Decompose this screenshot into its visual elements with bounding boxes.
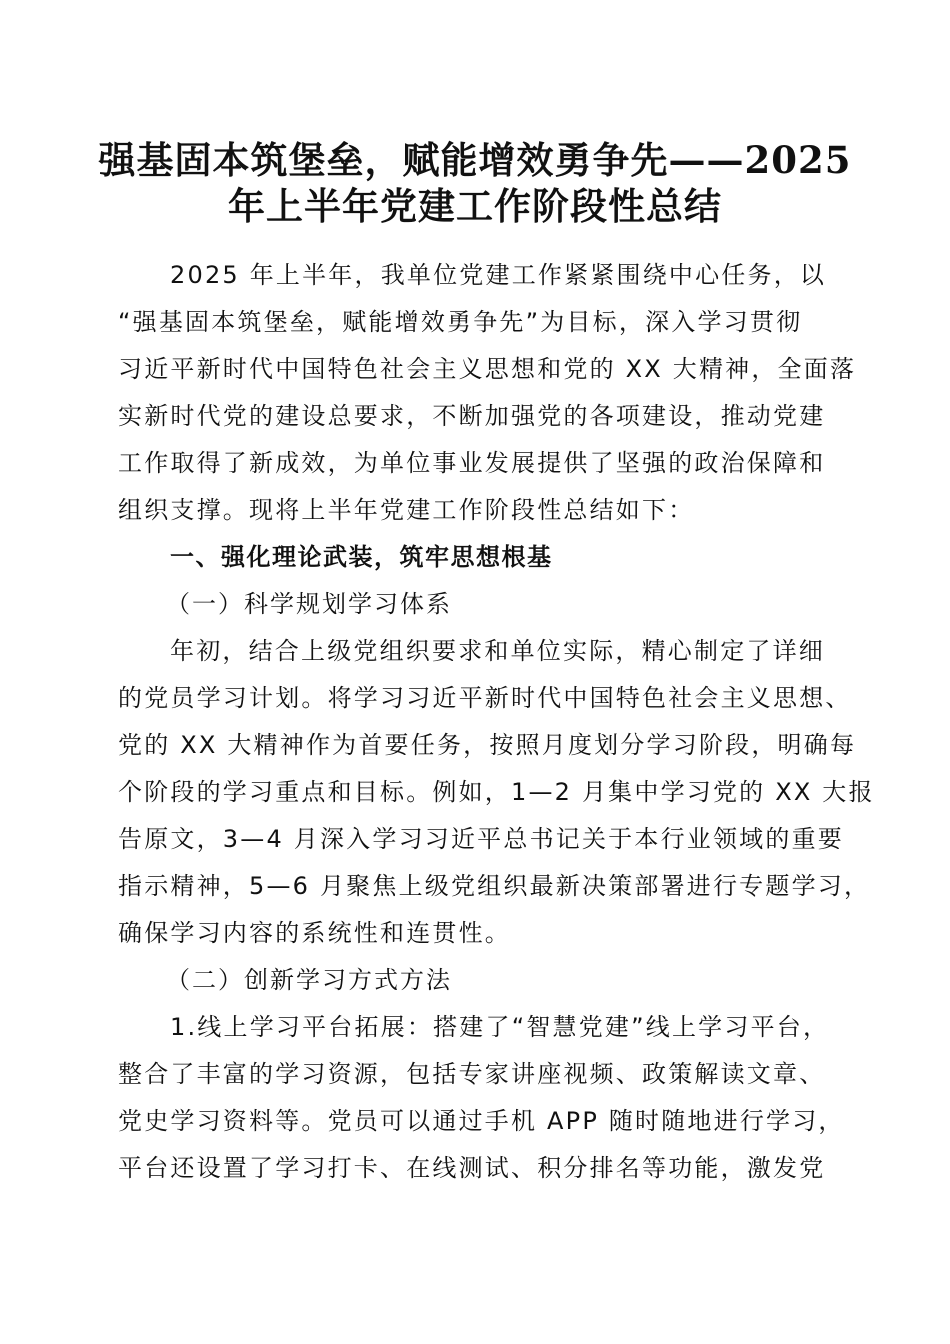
paragraph-line: 组织支撑。现将上半年党建工作阶段性总结如下： [118,496,695,524]
subsection-heading: （二）创新学习方式方法 [166,966,452,994]
subsection-heading: （一）科学规划学习体系 [166,590,452,618]
paragraph-line: 实新时代党的建设总要求，不断加强党的各项建设，推动党建 [118,402,826,430]
paragraph-line: 平台还设置了学习打卡、在线测试、积分排名等功能，激发党 [118,1154,826,1182]
paragraph-line: 党史学习资料等。党员可以通过手机 APP 随时随地进行学习， [118,1107,845,1135]
paragraph-line: 党的 XX 大精神作为首要任务，按照月度划分学习阶段，明确每 [118,731,857,759]
document-body [118,252,875,1192]
paragraph-line: 工作取得了新成效，为单位事业发展提供了坚强的政治保障和 [118,449,826,477]
paragraph-line: 确保学习内容的系统性和连贯性。 [118,919,511,947]
document-title-line-1: 强基固本筑堡垒，赋能增效勇争先——2025 [98,138,852,182]
paragraph-first-line: 1.线上学习平台拓展：搭建了“智慧党建”线上学习平台， [170,1013,830,1041]
paragraph-line: 告原文，3—4 月深入学习习近平总书记关于本行业领域的重要 [118,825,844,853]
paragraph-line: 指示精神，5—6 月聚焦上级党组织最新决策部署进行专题学习， [118,872,871,900]
paragraph-line: 整合了丰富的学习资源，包括专家讲座视频、政策解读文章、 [118,1060,826,1088]
paragraph-line: “强基固本筑堡垒，赋能增效勇争先”为目标，深入学习贯彻 [118,308,803,336]
paragraph-line: 习近平新时代中国特色社会主义思想和党的 XX 大精神，全面落 [118,355,857,383]
paragraph-line: 个阶段的学习重点和目标。例如，1—2 月集中学习党的 XX 大报 [118,778,875,806]
section-heading: 一、强化理论武装，筑牢思想根基 [170,543,553,571]
paragraph-first-line: 年初，结合上级党组织要求和单位实际，精心制定了详细 [170,637,825,665]
document-title-line-2: 年上半年党建工作阶段性总结 [228,184,722,228]
paragraph-line: 的党员学习计划。将学习习近平新时代中国特色社会主义思想、 [118,684,852,712]
paragraph-first-line: 2025 年上半年，我单位党建工作紧紧围绕中心任务，以 [170,261,827,289]
